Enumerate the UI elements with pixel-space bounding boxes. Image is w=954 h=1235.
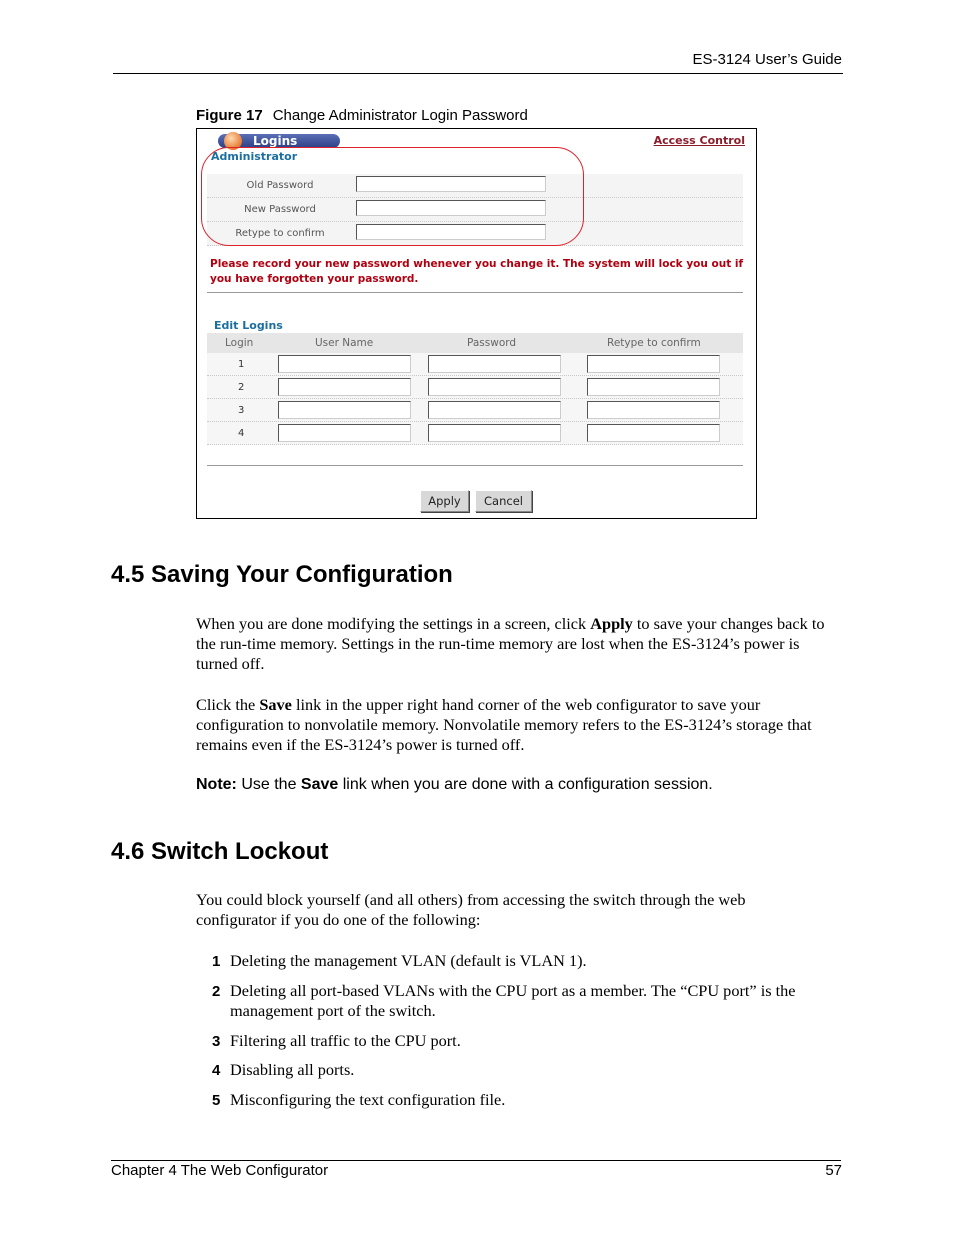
list-item xyxy=(212,1090,842,1110)
p2-text-a: Click the xyxy=(196,695,260,714)
lockout-intro: You could block yourself (and all others) from accessing the switch through the web configurator if you do one of the following: xyxy=(196,890,746,929)
cancel-button[interactable]: Cancel xyxy=(475,490,532,512)
note-label: Note: xyxy=(196,776,237,793)
old-password-label: Old Password xyxy=(246,180,314,191)
figure-caption-text: Change Administrator Login Password xyxy=(272,107,528,124)
p2-text-b: link in the upper right hand corner of the web configurator to save your configuration to nonvolatile memory. Nonvolatile memory refers to the ES-3124’s storage that remains even if the ES-3124’s power is turned off. xyxy=(196,695,812,754)
retype-input[interactable] xyxy=(587,355,720,373)
password-input[interactable] xyxy=(428,378,561,396)
note-text-a: Use the xyxy=(236,776,301,793)
list-number: 5 xyxy=(212,1092,221,1109)
password-input[interactable] xyxy=(428,424,561,442)
retype-input[interactable] xyxy=(587,378,720,396)
administrator-title: Administrator xyxy=(211,150,298,163)
login-row xyxy=(207,353,743,376)
note-text-b: link when you are done with a configuration session. xyxy=(338,776,713,793)
header-rule xyxy=(113,73,843,74)
list-item xyxy=(212,1060,842,1080)
login-number: 1 xyxy=(238,359,245,370)
user-name-input[interactable] xyxy=(278,424,411,442)
retype-password-label: Retype to confirm xyxy=(235,228,325,239)
saving-paragraph-1 xyxy=(196,614,842,674)
p1-text-a: When you are done modifying the settings in a screen, click xyxy=(196,614,591,633)
figure-number: Figure 17 xyxy=(196,107,263,124)
p1-text-b: to save your changes back to the run-time memory. Settings in the run-time memory are lost when the ES-3124’s power is turned off. xyxy=(196,614,825,673)
note-save: Save xyxy=(300,776,339,793)
save-note xyxy=(196,776,713,794)
user-name-input[interactable] xyxy=(278,355,411,373)
footer-rule xyxy=(111,1160,841,1161)
list-item xyxy=(212,951,842,971)
divider xyxy=(207,292,743,293)
section-4-6-heading: 4.6 Switch Lockout xyxy=(111,838,329,865)
page-number: 57 xyxy=(825,1162,842,1179)
user-name-input[interactable] xyxy=(278,378,411,396)
p1-apply: Apply xyxy=(590,614,633,633)
highlight-oval xyxy=(201,147,584,246)
list-item xyxy=(212,981,842,1021)
login-number: 4 xyxy=(238,428,245,439)
edit-logins-header xyxy=(207,333,743,353)
list-number: 2 xyxy=(212,983,221,1000)
password-input[interactable] xyxy=(428,355,561,373)
user-name-input[interactable] xyxy=(278,401,411,419)
col-password: Password xyxy=(467,337,517,349)
section-4-5-heading: 4.5 Saving Your Configuration xyxy=(111,561,453,588)
saving-paragraph-2 xyxy=(196,695,842,755)
login-row xyxy=(207,376,743,399)
retype-input[interactable] xyxy=(587,401,720,419)
list-number: 1 xyxy=(212,953,221,970)
access-control-link[interactable]: Access Control xyxy=(653,134,745,147)
col-login: Login xyxy=(225,337,254,349)
apply-button[interactable]: Apply xyxy=(420,490,469,512)
footer-chapter: Chapter 4 The Web Configurator xyxy=(111,1162,329,1179)
login-number: 3 xyxy=(238,405,245,416)
list-text: Filtering all traffic to the CPU port. xyxy=(230,1031,461,1050)
password-warning: Please record your new password whenever you change it. The system will lock you out if you have forgotten your password. xyxy=(210,258,744,285)
login-row xyxy=(207,399,743,422)
list-item xyxy=(212,1031,842,1051)
login-number: 2 xyxy=(238,382,245,393)
list-text: Deleting all port-based VLANs with the CPU port as a member. The “CPU port” is the management port of the switch. xyxy=(230,981,796,1020)
logins-screenshot xyxy=(196,128,757,519)
col-retype: Retype to confirm xyxy=(607,337,701,349)
login-row xyxy=(207,422,743,445)
list-number: 4 xyxy=(212,1062,221,1079)
password-input[interactable] xyxy=(428,401,561,419)
figure-caption xyxy=(196,107,528,124)
list-text: Deleting the management VLAN (default is VLAN 1). xyxy=(230,951,587,970)
edit-logins-title: Edit Logins xyxy=(214,319,283,332)
p2-save: Save xyxy=(259,695,292,714)
list-text: Disabling all ports. xyxy=(230,1060,355,1079)
divider xyxy=(207,465,743,466)
new-password-label: New Password xyxy=(244,204,316,215)
header-title: ES-3124 User’s Guide xyxy=(692,51,842,68)
list-text: Misconfiguring the text configuration file. xyxy=(230,1090,506,1109)
retype-input[interactable] xyxy=(587,424,720,442)
list-number: 3 xyxy=(212,1033,221,1050)
logins-tab-label: Logins xyxy=(253,134,298,148)
col-user-name: User Name xyxy=(315,337,374,349)
